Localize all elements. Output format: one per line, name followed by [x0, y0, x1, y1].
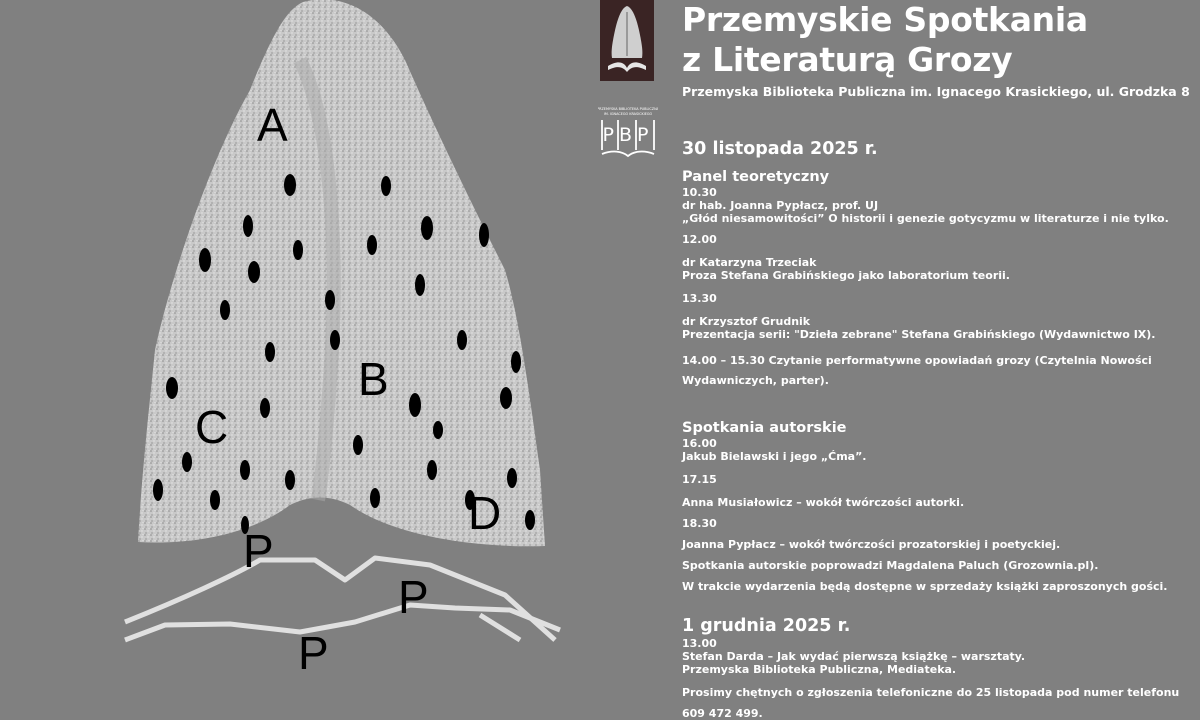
moth-wings — [138, 0, 545, 546]
moth-outline-drawing — [125, 558, 560, 640]
panel-item-person: dr Krzysztof Grudnik — [682, 315, 811, 328]
moth-letter-p1: P — [243, 525, 274, 577]
panel-item-person: dr hab. Joanna Pypłacz, prof. UJ — [682, 199, 879, 212]
day1-date: 30 listopada 2025 r. — [682, 139, 878, 159]
panel-heading: Panel teoretyczny — [682, 169, 830, 185]
reading-text: 14.00 – 15.30 Czytanie performatywne opowiadań grozy (Czytelnia Nowości Wydawniczych, parter). — [682, 354, 1152, 387]
panel-item-time: 12.00 — [682, 233, 717, 246]
moth-letter-b: B — [358, 353, 389, 405]
venue-text: Przemyska Biblioteka Publiczna im. Ignacego Krasickiego, ul. Grodzka 8 — [682, 84, 1190, 99]
day2-date: 1 grudnia 2025 r. — [682, 616, 851, 636]
panel-item-time: 10.30 — [682, 186, 717, 199]
moth-letter-p3: P — [298, 627, 329, 679]
moth-book-logo — [600, 0, 654, 81]
panel-item-topic: Prezentacja serii: "Dzieła zebrane" Stefana Grabińskiego (Wydawnictwo IX). — [682, 328, 1156, 341]
pbp-logo-text-2: IM. IGNACEGO KRASICKIEGO — [603, 112, 653, 116]
authors-heading: Spotkania autorskie — [682, 420, 847, 436]
pbp-logo-text-1: PRZEMYSKA BIBLIOTEKA PUBLICZNA — [598, 107, 658, 111]
panel-item-person: dr Katarzyna Trzeciak — [682, 256, 817, 269]
day2-place: Przemyska Biblioteka Publiczna, Mediateka. — [682, 663, 957, 676]
moth-letter-a: A — [257, 99, 288, 151]
author-item-text: Anna Musiałowicz – wokół twórczości autorki. — [682, 496, 965, 509]
day2-text: Stefan Darda – Jak wydać pierwszą książkę – warsztaty. — [682, 650, 1026, 663]
moth-letter-d: D — [468, 487, 502, 539]
page-title — [682, 0, 1088, 80]
panel-item-time: 13.30 — [682, 292, 717, 305]
author-item-time: 18.30 — [682, 517, 717, 530]
moth-book-icon — [600, 0, 654, 81]
day2-phone: 609 472 499. — [682, 707, 763, 720]
panel-item-topic: Proza Stefana Grabińskiego jako laboratorium teorii. — [682, 269, 1010, 282]
pbp-library-logo — [598, 104, 658, 160]
title-line-2: z Literaturą Grozy — [682, 40, 1013, 79]
moth-illustration — [0, 0, 600, 646]
authors-note-1: Spotkania autorskie poprowadzi Magdalena Paluch (Grozownia.pl). — [682, 559, 1099, 572]
moth-letter-p2: P — [398, 571, 429, 623]
author-item-time: 17.15 — [682, 473, 717, 486]
author-item-text: Jakub Bielawski i jego „Ćma”. — [682, 450, 867, 463]
pbp-logo-letters: PBP — [602, 124, 654, 146]
day2-time: 13.00 — [682, 637, 717, 650]
moth-artwork — [0, 0, 600, 679]
author-item-text: Joanna Pypłacz – wokół twórczości prozatorskiej i poetyckiej. — [682, 538, 1061, 551]
pbp-logo-icon — [598, 104, 658, 160]
author-item-time: 16.00 — [682, 437, 717, 450]
authors-note-2: W trakcie wydarzenia będą dostępne w sprzedaży książki zaproszonych gości. — [682, 580, 1168, 593]
title-line-1: Przemyskie Spotkania — [682, 0, 1088, 39]
moth-letter-c: C — [195, 401, 229, 453]
panel-item-topic: „Głód niesamowitości” O historii i genezie gotycyzmu w literaturze i nie tylko. — [682, 212, 1169, 225]
day2-note: Prosimy chętnych o zgłoszenia telefoniczne do 25 listopada pod numer telefonu — [682, 686, 1180, 699]
program — [682, 138, 1182, 720]
